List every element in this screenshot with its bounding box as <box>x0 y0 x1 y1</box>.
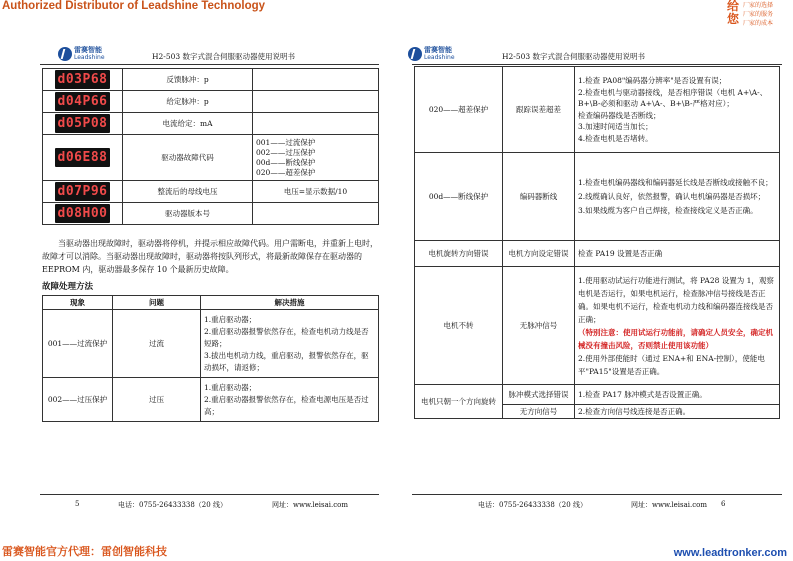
col-header-solution: 解决措施 <box>201 296 379 310</box>
footer-rule <box>40 494 379 495</box>
distributor-banner: Authorized Distributor of Leadshine Technology <box>2 0 266 12</box>
status-label: 驱动器故障代码 <box>123 135 253 181</box>
fault-paragraph: 当驱动器出现故障时，驱动器将停机，并提示相应故障代码。用户需断电，并重新上电时，故障才可以消除。当驱动器出现故障时，驱动器将按队列形式，将最新故障保存在驱动器的 EEPROM 内，驱动器最多保存 10 个最新历史故障。 <box>42 239 378 274</box>
fault-table-continued <box>414 66 780 419</box>
leadshine-logo-icon <box>408 47 422 61</box>
table-row <box>415 267 780 385</box>
solution-cell: 1.检查电机编码器线和编码器延长线是否断线或接触不良； 2.线缆确认良好，依然报警，确认电机编码器是否损坏； 3.如果线缆为客户自己焊接，检查接线定义是否正确。 <box>575 153 780 241</box>
seven-seg-display: d03P68 <box>55 70 111 89</box>
logo-en: Leadshine <box>74 54 105 61</box>
footer-website: 网址：www.leisai.com <box>631 501 707 509</box>
problem-cell: 跟踪误差超差 <box>503 67 575 153</box>
seven-seg-display: d04P66 <box>55 92 111 111</box>
promo-big-text: 给 您 <box>727 0 740 26</box>
leadshine-logo <box>408 46 455 62</box>
page-number: 6 <box>721 500 726 508</box>
solution-cell: 1.检查 PA17 脉冲模式是否设置正确。 <box>575 385 780 405</box>
table-row <box>43 310 379 378</box>
seven-seg-display: d06E88 <box>55 148 111 167</box>
page-header-title: H2-503 数字式混合伺服驱动器使用说明书 <box>152 52 296 61</box>
phenomenon-cell: 电机旋转方向错误 <box>415 241 503 267</box>
promo-line-1: 厂家的选择 <box>743 2 774 9</box>
status-label: 反馈脉冲：p <box>123 69 253 91</box>
phenomenon-cell: 002——过压保护 <box>43 378 113 422</box>
problem-cell: 电机方向设定错误 <box>503 241 575 267</box>
fault-code-list: 001——过流保护 002——过压保护 00d——断线保护 020——超差保护 <box>253 135 379 181</box>
phenomenon-cell: 001——过流保护 <box>43 310 113 378</box>
footer-phone: 电话：0755-26433338（20 线） <box>478 501 587 509</box>
table-row <box>415 241 780 267</box>
footer-rule <box>412 494 782 495</box>
solution-cell: 2.检查方向信号线连接是否正确。 <box>575 405 780 419</box>
table-row <box>415 67 780 153</box>
leadshine-logo <box>58 46 105 62</box>
status-row <box>43 69 379 91</box>
table-row <box>43 378 379 422</box>
status-table <box>42 68 379 225</box>
logo-cn: 雷赛智能 <box>424 46 452 54</box>
fault-table <box>42 295 379 422</box>
problem-cell: 脉冲模式选择错误 <box>503 385 575 405</box>
page-number: 5 <box>75 500 80 508</box>
col-header-phenomenon: 现象 <box>43 296 113 310</box>
status-row <box>43 91 379 113</box>
problem-cell: 过流 <box>113 310 201 378</box>
solution-cell: 1.检查 PA08"编码器分辨率"是否设置有误； 2.检查电机与驱动器接线，是否相序错误（电机 A+\A-、B+\B-必须和驱动 A+\A-、B+\B-严格对应）； 检查编码器线是否断线； 3.加速时间适当加长； 4.检查电机是否堵转。 <box>575 67 780 153</box>
status-label: 整流后的母线电压 <box>123 181 253 203</box>
seven-seg-display: d07P96 <box>55 182 111 201</box>
leadshine-logo-icon <box>58 47 72 61</box>
status-value <box>253 69 379 91</box>
phenomenon-cell: 电机只朝一个方向旋转 <box>415 385 503 419</box>
phenomenon-cell: 020——超差保护 <box>415 67 503 153</box>
status-row <box>43 181 379 203</box>
problem-cell: 过压 <box>113 378 201 422</box>
status-value: 电压=显示数据/10 <box>253 181 379 203</box>
problem-cell: 无方向信号 <box>503 405 575 419</box>
status-value <box>253 91 379 113</box>
solution-cell: 检查 PA19 设置是否正确 <box>575 241 780 267</box>
table-row <box>415 385 780 405</box>
official-agent-banner: 雷赛智能官方代理：雷创智能科技 <box>2 545 167 558</box>
promo-line-3: 厂家的成本 <box>743 20 774 27</box>
logo-cn: 雷赛智能 <box>74 46 102 54</box>
phenomenon-cell: 00d——断线保护 <box>415 153 503 241</box>
logo-en: Leadshine <box>424 54 455 61</box>
solution-cell: 1.使用驱动试运行功能进行测试，将 PA28 设置为 1，观察电机是否运行，如果电机运行，检查脉冲信号接线是否正确。如果电机不运行，检查电机动力线和编码器连接线是否正确； （特别注意：使用试运行功能前，请确定人员安全，确定机械没有撞击风险，否则禁止使用该功能） 2.使用外部使能时（通过 ENA+和 ENA-控制），使能电平"PA15"设置是否正确。 <box>575 267 780 385</box>
status-value <box>253 203 379 225</box>
promo-line-2: 厂家的服务 <box>743 11 774 18</box>
phenomenon-cell: 电机不转 <box>415 267 503 385</box>
seven-seg-display: d05P08 <box>55 114 111 133</box>
problem-cell: 无脉冲信号 <box>503 267 575 385</box>
status-row <box>43 135 379 181</box>
page-header-title: H2-503 数字式混合伺服驱动器使用说明书 <box>502 52 646 61</box>
status-row <box>43 203 379 225</box>
status-label: 电流给定：mA <box>123 113 253 135</box>
solution-cell: 1.重启驱动器； 2.重启驱动器报警依然存在，检查电机动力线是否短路； 3.拔出电机动力线，重启驱动，报警依然存在，驱动损坏，请返修； <box>201 310 379 378</box>
status-label: 给定脉冲：p <box>123 91 253 113</box>
promo-slogan <box>727 0 789 34</box>
status-label: 驱动器版本号 <box>123 203 253 225</box>
section-title: 故障处理方法 <box>42 282 94 292</box>
status-row <box>43 113 379 135</box>
header-rule <box>40 64 379 65</box>
footer-phone: 电话：0755-26433338（20 线） <box>118 501 227 509</box>
col-header-problem: 问题 <box>113 296 201 310</box>
status-value <box>253 113 379 135</box>
header-rule <box>412 64 782 65</box>
safety-warning: （特别注意：使用试运行功能前，请确定人员安全，确定机械没有撞击风险，否则禁止使用该功能） <box>578 327 773 350</box>
table-row <box>415 153 780 241</box>
website-link[interactable]: www.leadtronker.com <box>673 547 787 559</box>
seven-seg-display: d08H00 <box>55 204 111 223</box>
problem-cell: 编码器断线 <box>503 153 575 241</box>
solution-cell: 1.重启驱动器； 2.重启驱动器报警依然存在，检查电源电压是否过高； <box>201 378 379 422</box>
footer-website: 网址：www.leisai.com <box>272 501 348 509</box>
